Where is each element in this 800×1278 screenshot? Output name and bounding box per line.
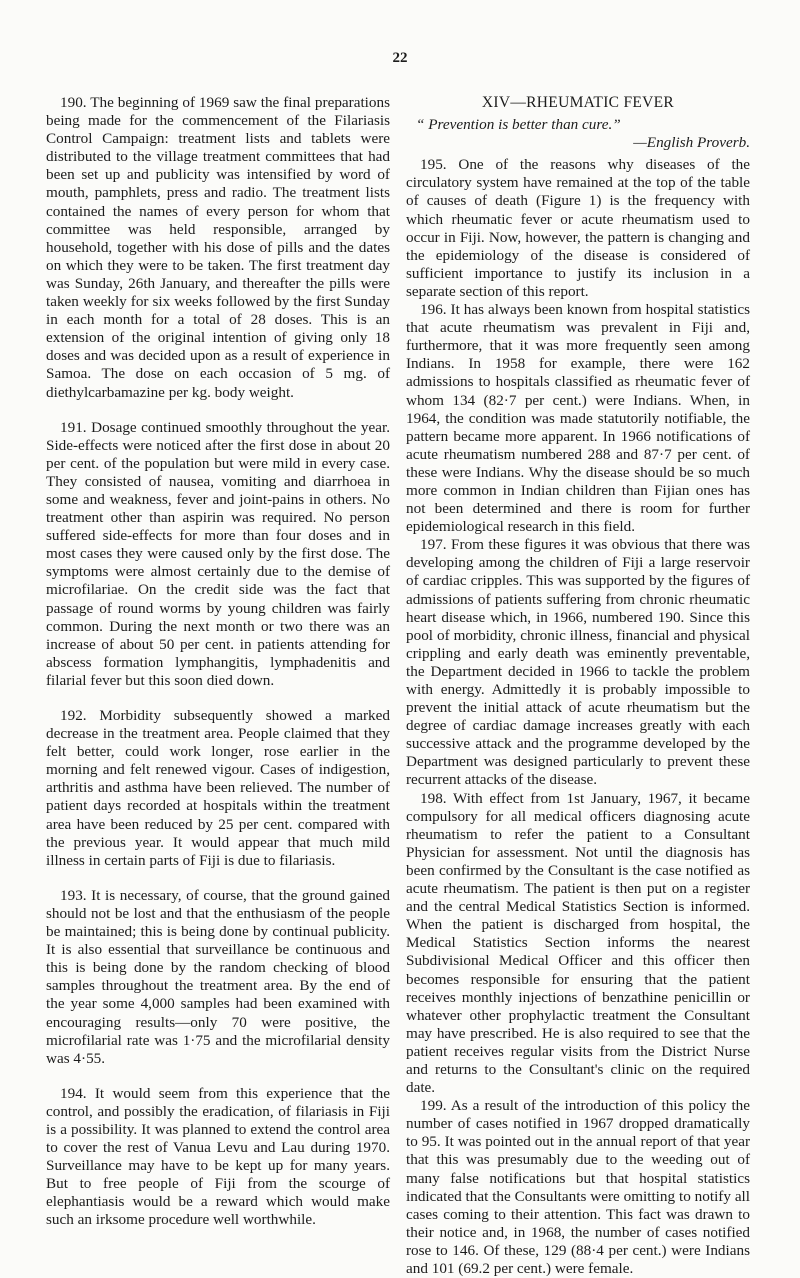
paragraph-198: 198. With effect from 1st January, 1967, it became compulsory for all medical officers diagnosing acute rheumatism to refer the patient to a Consultant Physician for assessment. Not until the diagnosis has been confirmed by the Consultant is the case notified as acute rheumatism. The patient is then put on a register and the central Medical Statistics Section is informed. When the patient is discharged from hospital, the Medical Statistics Section informs the nearest Subdivisional Medical Officer and this officer then becomes responsible for ensuring that the patient receives monthly injections of benzathine penicillin or whatever other prophylactic treatment the Consultant may have prescribed. He is also required to see that the patient receives regular visits from the District Nurse and returns to the Consultant's clinic on the required date. (406, 789, 750, 1097)
epigraph-quote: “ Prevention is better than cure.” (416, 116, 621, 134)
section-heading: XIV—RHEUMATIC FEVER (481, 94, 675, 111)
paragraph-190: 190. The beginning of 1969 saw the final preparations being made for the commencement of the Filariasis Control Campaign: treatment lists and tablets were distributed to the village treatment committees that had been set up and publicity was intensified by word of mouth, pamphlets, press and radio. The treatment lists contained the names of every person for whom that committee was held responsible, arranged by household, together with his dose of pills and the dates on which they were to be taken. The first treatment day was Sunday, 26th January, and thereafter the pills were taken weekly for six weeks followed by the first Sunday in each month for a total of 28 doses. This is an extension of the original intention of giving only 18 doses and was decided upon as a result of experience in Samoa. The dose on each occasion of 5 mg. of diethylcarbamazine per kg. body weight. (46, 94, 390, 401)
left-column (46, 94, 390, 1247)
paragraph-195: 195. One of the reasons why diseases of the circulatory system have remained at the top of the table of causes of death (Figure 1) is the frequency with which rheumatic fever or acute rheumatism used to occur in Fiji. Now, however, the pattern is changing and the epidemiology of the disease is considered of sufficient importance to justify its inclusion in a separate section of this report. (406, 156, 750, 300)
epigraph-attribution: —English Proverb. (633, 134, 750, 152)
paragraph-193: 193. It is necessary, of course, that the ground gained should not be lost and that the enthusiasm of the people be maintained; this is being done by continual publicity. It is also essential that surveillance be continuous and this is being done by the random checking of blood samples throughout the treatment area. By the end of the year some 4,000 samples had been examined with encouraging results—only 70 were positive, the microfilarial rate was 1·75 and the microfilarial density was 4·55. (46, 886, 390, 1067)
right-column (406, 94, 750, 1278)
paragraph-196: 196. It has always been known from hospital statistics that acute rheumatism was prevalent in Fiji and, furthermore, that it was more frequently seen among Indians. In 1958 for example, there were 162 admissions to hospitals classified as rheumatic fever of whom 134 (82·7 per cent.) were Indians. When, in 1964, the condition was made statutorily notifiable, the pattern became more apparent. In 1966 notifications of acute rheumatism numbered 288 and 87·7 per cent. of these were Indians. Why the disease should be so much more common in Indian children than Fijian ones has not been determined and there is room for further epidemiological research in this field. (406, 301, 750, 536)
page-number: 22 (392, 50, 408, 66)
paragraph-194: 194. It would seem from this experience that the control, and possibly the eradication, of filariasis in Fiji is a possibility. It was planned to extend the control area to cover the rest of Vanua Levu and Lau during 1970. Surveillance may have to be kept up for many years. But to free people of Fiji from the scourge of elephantiasis would be a reward which would make such an irksome procedure well worthwhile. (46, 1084, 390, 1229)
paragraph-192: 192. Morbidity subsequently showed a marked decrease in the treatment area. People claimed that they felt better, could work longer, rose earlier in the morning and felt renewed vigour. Cases of indigestion, arthritis and asthma have been relieved. The number of patient days recorded at hospitals within the treatment area have been reduced by 25 per cent. compared with the previous year. It would appear that much mild illness in certain parts of Fiji is due to filariasis. (46, 707, 390, 869)
paragraph-191: 191. Dosage continued smoothly throughout the year. Side-effects were noticed after the first dose in about 20 per cent. of the population but were mild in every case. They consisted of nausea, vomiting and diarrhoea in some and weakness, fever and joint-pains in others. No treatment other than aspirin was required. No person suffered side-effects for more than four doses and in most cases they were caused only by the first dose. The symptoms were almost certainly due to the demise of microfilariae. On the credit side was the fact that passage of round worms by young children was fairly common. During the next month or two there was an increase of about 50 per cent. in patients attending for abscess formation lymphangitis, lymphadenitis and filarial fever but this soon died down. (46, 418, 390, 689)
paragraph-197: 197. From these figures it was obvious that there was developing among the children of Fiji a large reservoir of cardiac cripples. This was supported by the figures of admissions of patients suffering from chronic rheumatic heart disease which, in 1966, numbered 190. Since this pool of morbidity, chronic illness, financial and physical crippling and early death was eminently preventable, the Department decided in 1966 to tackle the problem with energy. Admittedly it is probably impossible to prevent the initial attack of acute rheumatism but the degree of cardiac damage increases greatly with each successive attack and the programme developed by the Department was designed particularly to prevent these recurrent attacks of the disease. (406, 536, 750, 789)
paragraph-199: 199. As a result of the introduction of this policy the number of cases notified in 1967 dropped dramatically to 95. It was pointed out in the annual report of that year that this was presumably due to the weeding out of many false notifications but that hospital statistics indicated that the Consultants were omitting to notify all cases coming to their attention. This fact was drawn to their notice and, in 1968, the number of cases notified rose to 146. Of these, 129 (88·4 per cent.) were Indians and 101 (69.2 per cent.) were female. (406, 1097, 750, 1277)
